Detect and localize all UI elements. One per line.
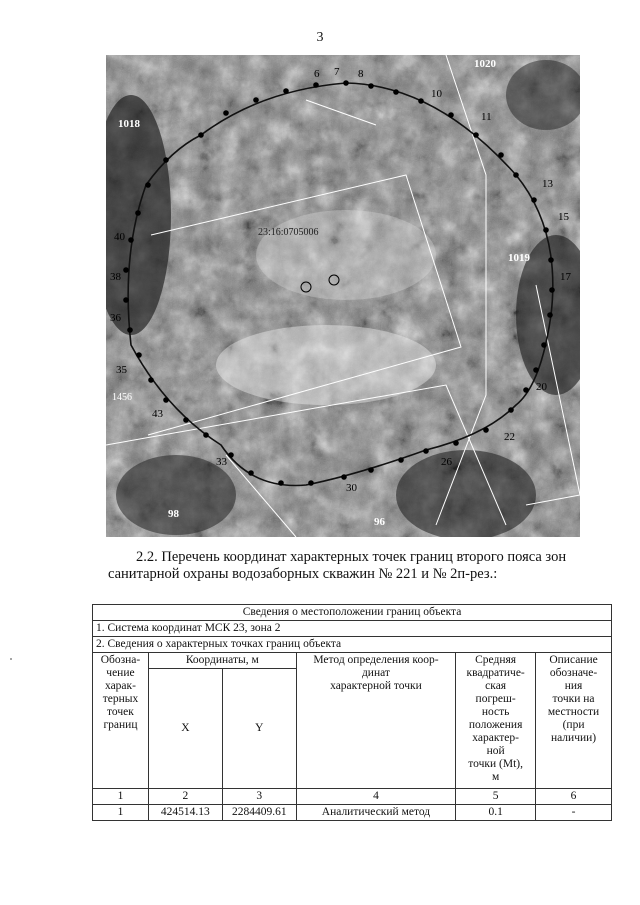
section-heading: 2. Сведения о характерных точках границ объекта: [93, 637, 612, 653]
point-label: 30: [346, 482, 357, 494]
point-label: 8: [358, 68, 364, 80]
section-paragraph: 2.2. Перечень координат характерных точек границ второго пояса зон санитарной охраны водозаборных скважин № 221 и № 2п-рез.:: [108, 549, 567, 582]
point-label: 6: [314, 68, 320, 80]
cell-point-id: 1: [93, 805, 149, 821]
point-label: 40: [114, 231, 125, 243]
scan-speck: [10, 658, 12, 660]
map-image: [106, 55, 580, 537]
light-area: [256, 210, 436, 300]
cadastral-number: 23:16:0705006: [258, 227, 319, 238]
quarter-label: 96: [374, 516, 385, 528]
point-label: 10: [431, 88, 442, 100]
header-coordinates: Координаты, м: [148, 653, 296, 669]
point-label: 15: [558, 211, 569, 223]
quarter-label: 1019: [508, 252, 530, 264]
point-label: 26: [441, 456, 452, 468]
point-label: 33: [216, 456, 227, 468]
column-number: 4: [296, 789, 455, 805]
quarter-label: 1020: [474, 58, 496, 70]
coordinate-system: 1. Система координат МСК 23, зона 2: [93, 621, 612, 637]
header-error: Средняя квадратиче- ская погреш- ность положения характер- ной точки (Mt), м: [456, 653, 536, 789]
point-label: 13: [542, 178, 553, 190]
table-title: Сведения о местоположении границ объекта: [93, 605, 612, 621]
dark-area: [396, 450, 536, 537]
point-label: 7: [334, 66, 340, 78]
header-method: Метод определения коор- динат характерной точки: [296, 653, 455, 789]
point-label: 22: [504, 431, 515, 443]
header-description: Описание обозначе- ния точки на местности (при наличии): [536, 653, 612, 789]
quarter-label: 98: [168, 508, 179, 520]
quarter-label: 1456: [112, 392, 132, 403]
cell-description: -: [536, 805, 612, 821]
boundary-points-table: [92, 604, 612, 821]
cell-method: Аналитический метод: [296, 805, 455, 821]
point-label: 20: [536, 381, 547, 393]
point-label: 35: [116, 364, 127, 376]
point-label: 43: [152, 408, 163, 420]
quarter-label: 1018: [118, 118, 140, 130]
page-number: 3: [316, 30, 324, 45]
point-label: 11: [481, 111, 492, 123]
point-label: 38: [110, 271, 121, 283]
column-number: 5: [456, 789, 536, 805]
header-y: Y: [222, 669, 296, 789]
column-number: 6: [536, 789, 612, 805]
map-svg: [106, 55, 580, 537]
cell-x: 424514.13: [148, 805, 222, 821]
table-row: [93, 805, 612, 821]
column-number: 1: [93, 789, 149, 805]
header-x: X: [148, 669, 222, 789]
cell-error: 0.1: [456, 805, 536, 821]
column-number: 3: [222, 789, 296, 805]
column-number: 2: [148, 789, 222, 805]
cell-y: 2284409.61: [222, 805, 296, 821]
header-point-designation: Обозна- чение харак- терных точек границ: [93, 653, 149, 789]
point-label: 36: [110, 312, 121, 324]
point-label: 17: [560, 271, 571, 283]
